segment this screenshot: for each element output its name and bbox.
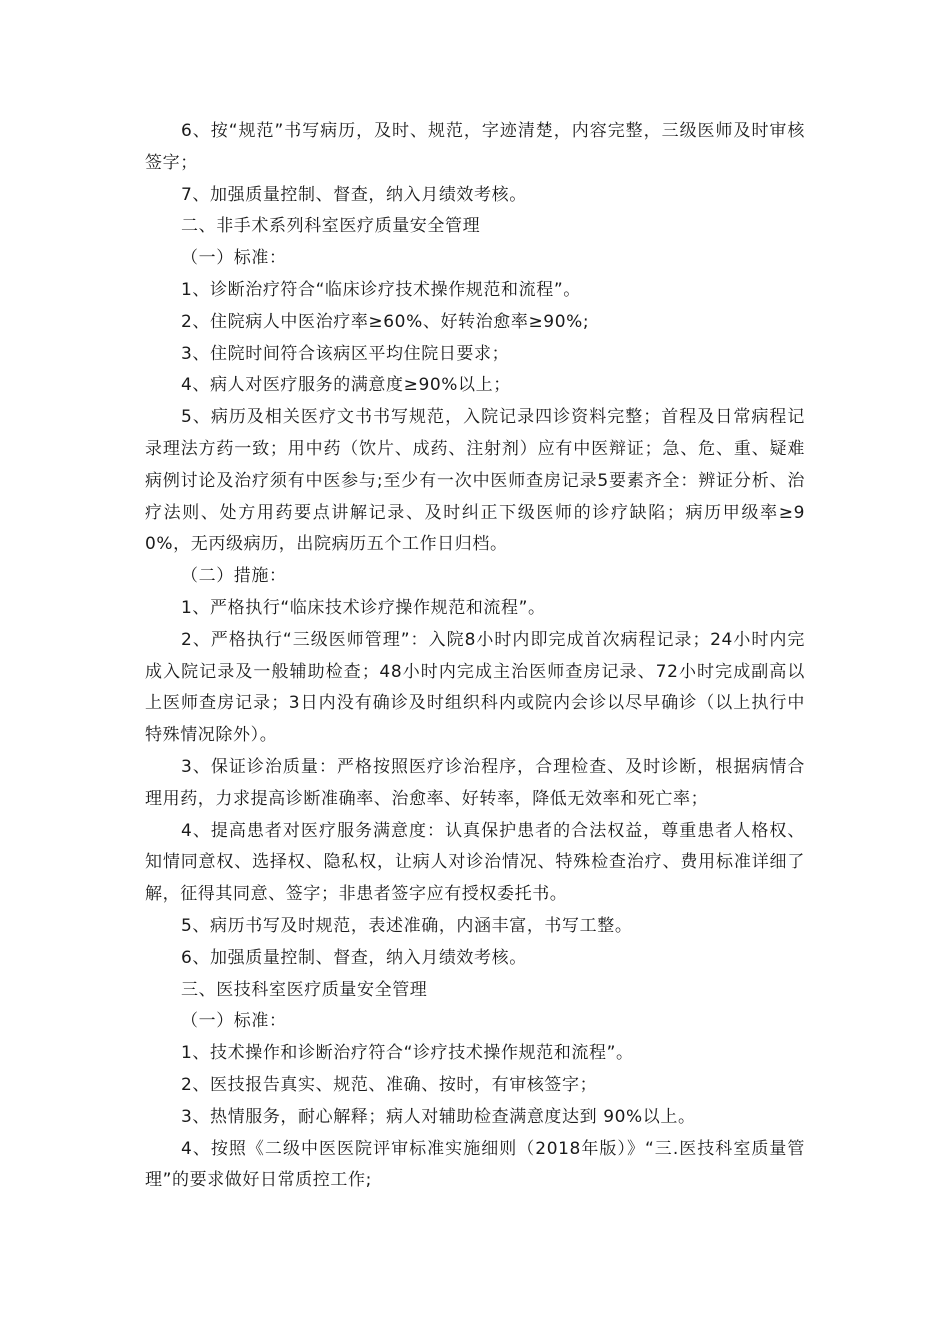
paragraph-measure-3: 3、保证诊治质量：严格按照医疗诊治程序，合理检查、及时诊断，根据病情合理用药，力求提高诊断准确率、治愈率、好转率，降低无效率和死亡率； <box>145 756 805 809</box>
paragraph-standard-1: 1、诊断治疗符合“临床诊疗技术操作规范和流程”。 <box>181 279 581 300</box>
document-body <box>145 116 805 1197</box>
subheading-standards: （一）标准： <box>181 248 287 269</box>
paragraph-standard-5: 5、病历及相关医疗文书书写规范，入院记录四诊资料完整；首程及日常病程记录理法方药一致；用中药（饮片、成药、注射剂）应有中医辩证；急、危、重、疑难病例讨论及治疗须有中医参与;至少有一次中医师查房记录5要素齐全：辨证分析、治疗法则、处方用药要点讲解记录、及时纠正下级医师的诊疗缺陷；病历甲级率≥90%，无丙级病历，出院病历五个工作日归档。 <box>145 407 805 555</box>
paragraph-measure-4: 4、提高患者对医疗服务满意度：认真保护患者的合法权益，尊重患者人格权、知情同意权、选择权、隐私权，让病人对诊治情况、特殊检查治疗、费用标准详细了解，征得其同意、签字；非患者签字应有授权委托书。 <box>145 820 805 905</box>
paragraph-measure-5: 5、病历书写及时规范，表述准确，内涵丰富，书写工整。 <box>181 915 633 936</box>
paragraph-tech-standard-1: 1、技术操作和诊断治疗符合“诊疗技术操作规范和流程”。 <box>181 1043 634 1064</box>
paragraph-standard-3: 3、住院时间符合该病区平均住院日要求； <box>181 343 510 364</box>
section-heading-non-surgical: 二、非手术系列科室医疗质量安全管理 <box>181 216 481 237</box>
paragraph-item-6-medical-records: 6、按“规范”书写病历，及时、规范，字迹清楚，内容完整，三级医师及时审核签字； <box>145 121 805 173</box>
paragraph-measure-2: 2、严格执行“三级医师管理”：入院8小时内即完成首次病程记录；24小时内完成入院记录及一般辅助检查；48小时内完成主治医师查房记录、72小时完成副高以上医师查房记录；3日内没有确诊及时组织科内或院内会诊以尽早确诊（以上执行中特殊情况除外）。 <box>145 629 805 746</box>
paragraph-item-7-quality-control: 7、加强质量控制、督查，纳入月绩效考核。 <box>181 184 527 205</box>
paragraph-tech-standard-3: 3、热情服务，耐心解释；病人对辅助检查满意度达到 90%以上。 <box>181 1106 696 1127</box>
paragraph-measure-6: 6、加强质量控制、督查，纳入月绩效考核。 <box>181 947 527 968</box>
paragraph-standard-2: 2、住院病人中医治疗率≥60%、好转治愈率≥90%; <box>181 311 590 332</box>
paragraph-tech-standard-4: 4、按照《二级中医医院评审标准实施细则（2018年版）》“三.医技科室质量管理”的要求做好日常质控工作; <box>145 1138 805 1191</box>
subheading-standards-2: （一）标准： <box>181 1011 287 1032</box>
paragraph-tech-standard-2: 2、医技报告真实、规范、准确、按时，有审核签字； <box>181 1074 598 1095</box>
subheading-measures: （二）措施： <box>181 566 287 587</box>
paragraph-standard-4: 4、病人对医疗服务的满意度≥90%以上； <box>181 375 511 396</box>
section-heading-medical-technology: 三、医技科室医疗质量安全管理 <box>181 979 428 1000</box>
paragraph-measure-1: 1、严格执行“临床技术诊疗操作规范和流程”。 <box>181 597 546 618</box>
